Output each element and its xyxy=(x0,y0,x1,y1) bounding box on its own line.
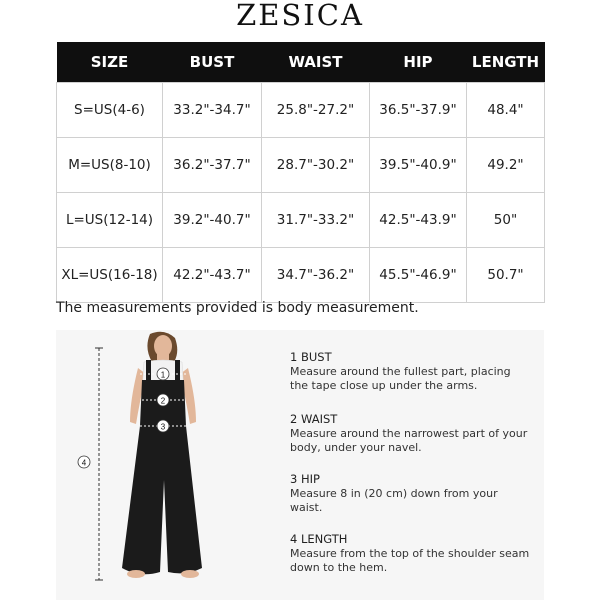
header-hip: HIP xyxy=(370,42,467,83)
header-waist: WAIST xyxy=(262,42,370,83)
measurement-note: The measurements provided is body measurement. xyxy=(56,300,419,316)
cell-bust: 42.2"-43.7" xyxy=(163,248,262,303)
guide-length xyxy=(290,532,530,575)
guide-waist-title: 2 WAIST xyxy=(290,412,338,426)
model-left-foot xyxy=(127,570,145,578)
guide-waist-text: Measure around the narrowest part of your body, under your navel. xyxy=(290,427,528,454)
brand-logo: ZESICA xyxy=(236,0,364,32)
cell-length: 50" xyxy=(467,193,545,248)
guide-hip-title: 3 HIP xyxy=(290,472,320,486)
cell-hip: 39.5"-40.9" xyxy=(370,138,467,193)
table-row xyxy=(57,193,545,248)
cell-bust: 36.2"-37.7" xyxy=(163,138,262,193)
table-row xyxy=(57,138,545,193)
marker-bust xyxy=(157,368,169,380)
cell-waist: 28.7"-30.2" xyxy=(262,138,370,193)
header-length: LENGTH xyxy=(467,42,545,83)
marker-length xyxy=(78,456,90,468)
cell-length: 48.4" xyxy=(467,83,545,138)
cell-waist: 31.7"-33.2" xyxy=(262,193,370,248)
model-face xyxy=(154,335,172,357)
guide-bust-text: Measure around the fullest part, placing the tape close up under the arms. xyxy=(290,365,511,392)
cell-waist: 34.7"-36.2" xyxy=(262,248,370,303)
marker-waist xyxy=(157,394,169,406)
svg-text:3: 3 xyxy=(160,422,166,432)
model-illustration xyxy=(56,330,266,600)
cell-waist: 25.8"-27.2" xyxy=(262,83,370,138)
cell-hip: 36.5"-37.9" xyxy=(370,83,467,138)
cell-size: S=US(4-6) xyxy=(57,83,163,138)
guide-hip xyxy=(290,472,530,515)
svg-text:1: 1 xyxy=(160,370,166,380)
guide-bust-title: 1 BUST xyxy=(290,350,332,364)
guide-hip-text: Measure 8 in (20 cm) down from your waist. xyxy=(290,487,498,514)
header-bust: BUST xyxy=(163,42,262,83)
size-chart-table xyxy=(56,42,545,303)
guide-waist xyxy=(290,412,530,455)
marker-hip xyxy=(157,420,169,432)
cell-bust: 33.2"-34.7" xyxy=(163,83,262,138)
table-row xyxy=(57,83,545,138)
table-header-row xyxy=(57,42,545,83)
guide-length-text: Measure from the top of the shoulder seam down to the hem. xyxy=(290,547,530,574)
guide-bust xyxy=(290,350,530,393)
cell-hip: 45.5"-46.9" xyxy=(370,248,467,303)
cell-size: XL=US(16-18) xyxy=(57,248,163,303)
cell-bust: 39.2"-40.7" xyxy=(163,193,262,248)
cell-size: L=US(12-14) xyxy=(57,193,163,248)
svg-text:2: 2 xyxy=(160,396,166,406)
cell-size: M=US(8-10) xyxy=(57,138,163,193)
cell-hip: 42.5"-43.9" xyxy=(370,193,467,248)
cell-length: 50.7" xyxy=(467,248,545,303)
measurement-guide-panel xyxy=(56,330,544,600)
header-size: SIZE xyxy=(57,42,163,83)
model-right-foot xyxy=(181,570,199,578)
length-measure-line xyxy=(95,348,103,580)
table-row xyxy=(57,248,545,303)
cell-length: 49.2" xyxy=(467,138,545,193)
guide-length-title: 4 LENGTH xyxy=(290,532,348,546)
svg-text:4: 4 xyxy=(81,458,87,468)
